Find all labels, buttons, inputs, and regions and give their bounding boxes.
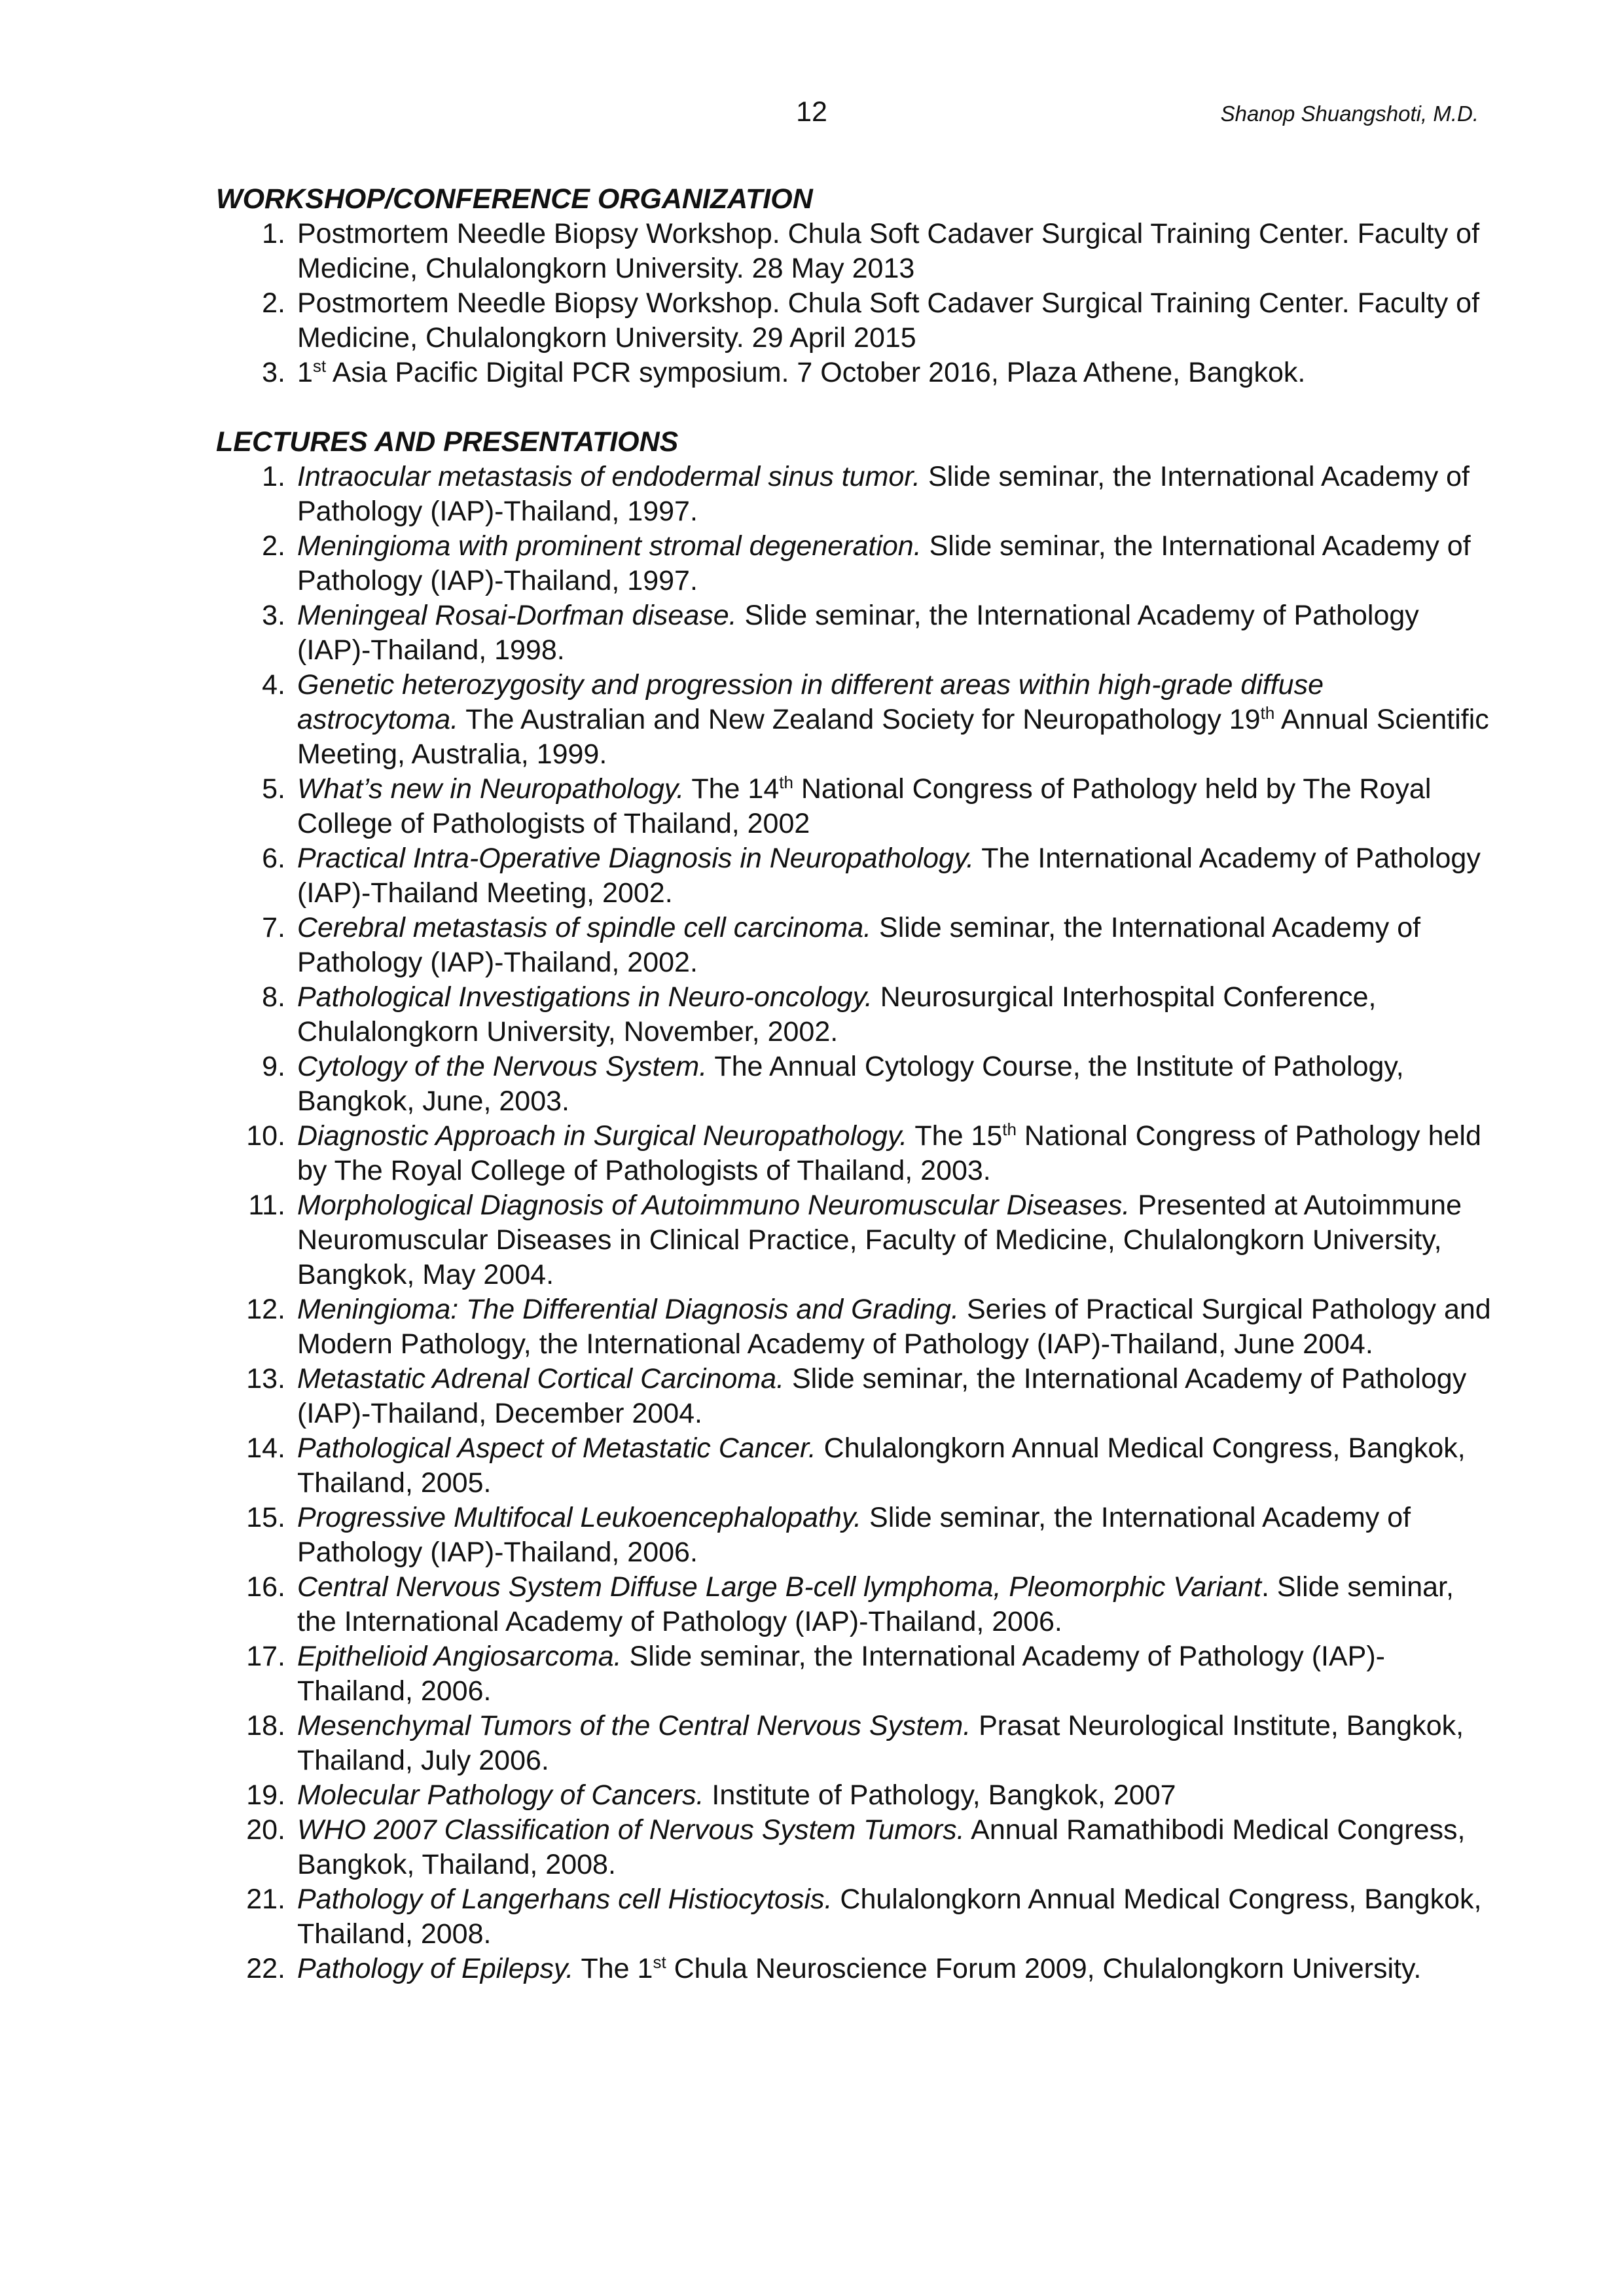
item-number: 9. [262, 1051, 285, 1082]
item-number: 12. [246, 1294, 285, 1325]
running-head-author: Shanop Shuangshoti, M.D. [1220, 101, 1479, 126]
item-text: Chulalongkorn Annual Medical Congress, Bangkok, Thailand, 2008. [297, 1884, 1482, 1950]
item-text: Presented at Autoimmune Neuromuscular Diseases in Clinical Practice, Faculty of Medicine, Chulalongkorn University, Bangkok, May 2004. [297, 1190, 1462, 1290]
item-text: Chula Neuroscience Forum 2009, Chulalongkorn University. [666, 1953, 1422, 1984]
item-number: 15. [246, 1502, 285, 1533]
list-item [216, 1570, 1492, 1639]
item-text: Annual Ramathibodi Medical Congress, Bangkok, Thailand, 2008. [297, 1814, 1466, 1880]
list-item [216, 1639, 1492, 1709]
item-number: 8. [262, 981, 285, 1013]
list-item [216, 1813, 1492, 1882]
item-number: 2. [262, 287, 285, 319]
item-title: Pathological Aspect of Metastatic Cancer. [297, 1432, 816, 1464]
list-item [216, 911, 1492, 980]
item-text: The International Academy of Pathology (IAP)-Thailand Meeting, 2002. [297, 843, 1481, 909]
list-item [216, 1362, 1492, 1431]
list-item [216, 217, 1492, 286]
item-superscript: th [1002, 1120, 1017, 1139]
item-text: The Annual Cytology Course, the Institute of Pathology, Bangkok, June, 2003. [297, 1051, 1404, 1117]
item-text: Institute of Pathology, Bangkok, 2007 [704, 1779, 1176, 1811]
item-number: 7. [262, 912, 285, 943]
item-number: 3. [262, 357, 285, 388]
list-item [216, 1431, 1492, 1501]
item-text: National Congress of Pathology held by The Royal College of Pathologists of Thailand, 2002 [297, 773, 1432, 839]
item-number: 6. [262, 843, 285, 874]
item-superscript: st [312, 356, 327, 376]
item-title: Progressive Multifocal Leukoencephalopathy. [297, 1502, 862, 1533]
list-item [216, 1952, 1492, 1986]
item-title: WHO 2007 Classification of Nervous System Tumors. [297, 1814, 965, 1846]
item-number: 14. [246, 1432, 285, 1464]
item-number: 22. [246, 1953, 285, 1984]
list-item [216, 355, 1492, 390]
item-superscript: st [653, 1952, 666, 1972]
item-number: 5. [262, 773, 285, 805]
list-item [216, 980, 1492, 1049]
section-heading-workshops: WORKSHOP/CONFERENCE ORGANIZATION [216, 183, 813, 215]
list-item [216, 1188, 1492, 1292]
list-item [216, 1501, 1492, 1570]
item-title: Metastatic Adrenal Cortical Carcinoma. [297, 1363, 785, 1394]
list-item [216, 1709, 1492, 1778]
item-number: 1. [262, 461, 285, 492]
item-title: Epithelioid Angiosarcoma. [297, 1641, 622, 1672]
item-text: The 14 [684, 773, 780, 805]
list-item [216, 841, 1492, 911]
item-title: Central Nervous System Diffuse Large B-cell lymphoma, Pleomorphic Variant [297, 1571, 1261, 1603]
item-title: Genetic heterozygosity and progression in different areas within high-grade diffuse astrocytoma. [297, 669, 1324, 735]
item-text: Chulalongkorn Annual Medical Congress, Bangkok, Thailand, 2005. [297, 1432, 1466, 1499]
list-item [216, 529, 1492, 598]
item-number: 13. [246, 1363, 285, 1394]
item-number: 17. [246, 1641, 285, 1672]
item-title: What’s new in Neuropathology. [297, 773, 685, 805]
item-number: 10. [246, 1120, 285, 1152]
list-item [216, 1292, 1492, 1362]
list-item [216, 1119, 1492, 1188]
list-item [216, 1882, 1492, 1952]
item-title: Meningeal Rosai-Dorfman disease. [297, 600, 737, 631]
item-text: The Australian and New Zealand Society for Neuropathology 19 [458, 704, 1261, 735]
item-number: 20. [246, 1814, 285, 1846]
workshop-list [216, 217, 1492, 390]
list-item [216, 460, 1492, 529]
list-item [216, 668, 1492, 772]
item-text: The 1 [573, 1953, 653, 1984]
item-text: Slide seminar, the International Academy of Pathology (IAP)-Thailand, 2006. [297, 1641, 1385, 1707]
item-text: 1 [297, 357, 313, 388]
item-number: 16. [246, 1571, 285, 1603]
item-number: 2. [262, 530, 285, 562]
item-text: Slide seminar, the International Academy of Pathology (IAP)-Thailand, 1998. [297, 600, 1419, 666]
item-title: Morphological Diagnosis of Autoimmuno Neuromuscular Diseases. [297, 1190, 1130, 1221]
lectures-section [216, 425, 1492, 1986]
list-item [216, 1049, 1492, 1119]
item-text: Neurosurgical Interhospital Conference, Chulalongkorn University, November, 2002. [297, 981, 1377, 1048]
item-number: 21. [246, 1884, 285, 1915]
item-title: Intraocular metastasis of endodermal sinus tumor. [297, 461, 921, 492]
item-title: Pathological Investigations in Neuro-oncology. [297, 981, 873, 1013]
page-number: 12 [796, 96, 827, 128]
item-number: 3. [262, 600, 285, 631]
item-text: Prasat Neurological Institute, Bangkok, Thailand, July 2006. [297, 1710, 1464, 1776]
item-title: Pathology of Langerhans cell Histiocytosis. [297, 1884, 833, 1915]
lecture-list [216, 460, 1492, 1986]
item-title: Cerebral metastasis of spindle cell carcinoma. [297, 912, 872, 943]
workshop-section [216, 182, 1492, 390]
item-number: 11. [248, 1190, 285, 1221]
item-text: The 15 [907, 1120, 1003, 1152]
list-item [216, 598, 1492, 668]
item-number: 19. [246, 1779, 285, 1811]
item-title: Cytology of the Nervous System. [297, 1051, 708, 1082]
item-title: Mesenchymal Tumors of the Central Nervous System. [297, 1710, 971, 1741]
item-text: Slide seminar, the International Academy of Pathology (IAP)-Thailand, 1997. [297, 530, 1471, 596]
item-number: 18. [246, 1710, 285, 1741]
item-superscript: th [1260, 703, 1275, 723]
item-text: Slide seminar, the International Academy of Pathology (IAP)-Thailand, December 2004. [297, 1363, 1467, 1429]
item-text: Series of Practical Surgical Pathology and Modern Pathology, the International Academy of Pathology (IAP)-Thailand, June 2004. [297, 1294, 1491, 1360]
item-text: Slide seminar, the International Academy of Pathology (IAP)-Thailand, 1997. [297, 461, 1470, 527]
item-text: National Congress of Pathology held by The Royal College of Pathologists of Thailand, 2003. [297, 1120, 1481, 1186]
section-heading-lectures: LECTURES AND PRESENTATIONS [216, 426, 679, 458]
item-number: 4. [262, 669, 285, 701]
item-number: 1. [262, 218, 285, 249]
item-text: Annual Scientific Meeting, Australia, 1999. [297, 704, 1489, 770]
list-item [216, 772, 1492, 841]
item-title: Molecular Pathology of Cancers. [297, 1779, 704, 1811]
item-text: . Slide seminar, the International Academy of Pathology (IAP)-Thailand, 2006. [297, 1571, 1454, 1637]
item-text: Postmortem Needle Biopsy Workshop. Chula Soft Cadaver Surgical Training Center. Faculty of Medicine, Chulalongkorn University. 28 May 2013 [297, 218, 1480, 284]
page-content [216, 182, 1492, 1986]
item-title: Meningioma with prominent stromal degeneration. [297, 530, 922, 562]
item-title: Meningioma: The Differential Diagnosis and Grading. [297, 1294, 960, 1325]
list-item [216, 1778, 1492, 1813]
item-title: Pathology of Epilepsy. [297, 1953, 574, 1984]
item-superscript: th [779, 773, 793, 792]
item-text: Slide seminar, the International Academy of Pathology (IAP)-Thailand, 2006. [297, 1502, 1411, 1568]
item-title: Diagnostic Approach in Surgical Neuropathology. [297, 1120, 908, 1152]
list-item [216, 286, 1492, 355]
item-title: Practical Intra-Operative Diagnosis in Neuropathology. [297, 843, 975, 874]
item-text: Postmortem Needle Biopsy Workshop. Chula Soft Cadaver Surgical Training Center. Faculty of Medicine, Chulalongkorn University. 29 April 2015 [297, 287, 1480, 354]
item-text: Asia Pacific Digital PCR symposium. 7 October 2016, Plaza Athene, Bangkok. [326, 357, 1306, 388]
item-text: Slide seminar, the International Academy of Pathology (IAP)-Thailand, 2002. [297, 912, 1421, 978]
